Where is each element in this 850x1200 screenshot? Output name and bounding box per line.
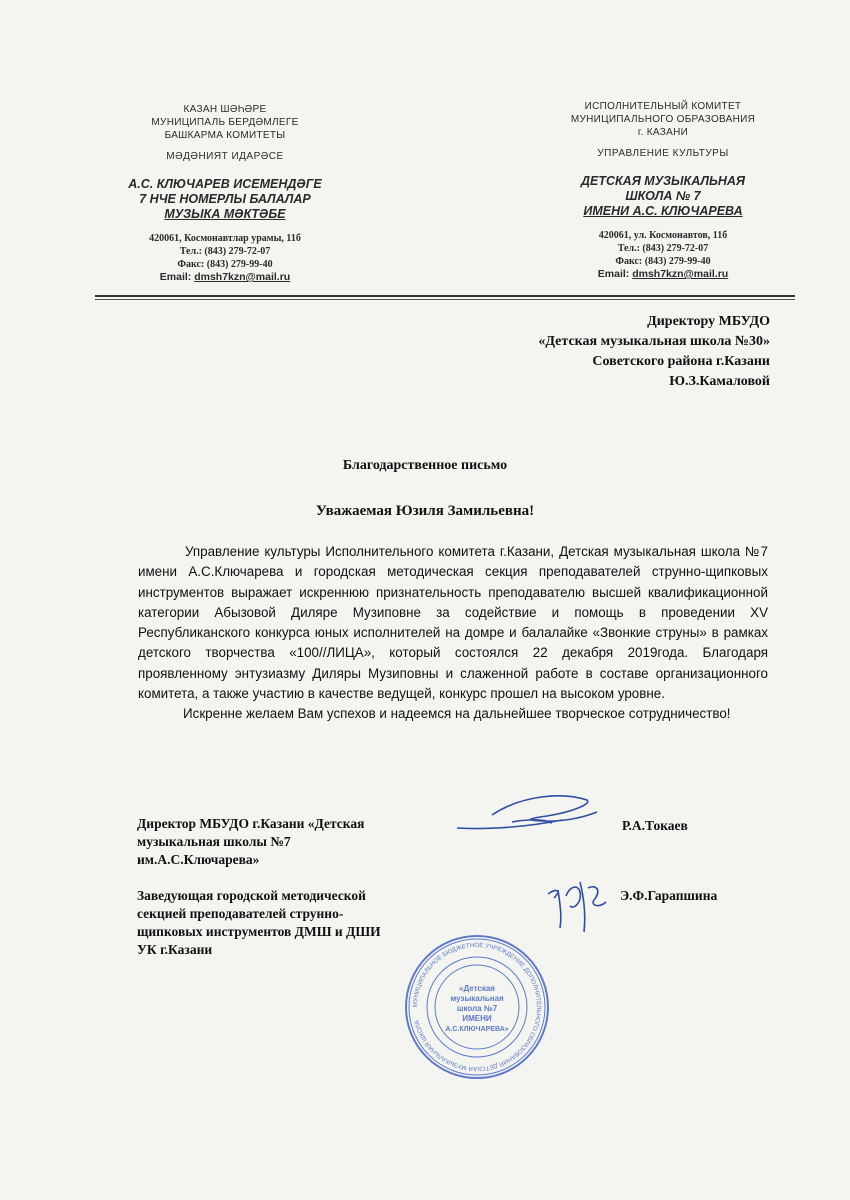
methodist-title-line: щипковых инструментов ДМШ и ДШИ xyxy=(137,924,381,939)
header-right-email-row xyxy=(548,268,778,281)
stamp-outer-text: МУНИЦИПАЛЬНОЕ БЮДЖЕТНОЕ УЧРЕЖДЕНИЕ ДОПОЛНИТЕЛЬНОГО ОБРАЗОВАНИЯ ДЕТСКАЯ МУЗЫКАЛЬНАЯ ШКОЛА xyxy=(411,941,543,1073)
addressee-block xyxy=(538,312,770,392)
addressee-line: «Детская музыкальная школа №30» xyxy=(538,334,770,349)
header-left-email-link[interactable]: dmsh7kzn@mail.ru xyxy=(194,271,291,283)
header-left-school: МУЗЫКА МӘКТӘБЕ xyxy=(164,207,286,221)
letter-body xyxy=(138,542,768,725)
letter-title: Благодарственное письмо xyxy=(342,458,508,473)
methodist-title-line: Заведующая городской методической xyxy=(137,888,366,903)
header-left-dept: МӘДӘНИЯТ ИДАРӘСЕ xyxy=(166,151,284,162)
stamp-center-line: ИМЕНИ xyxy=(462,1014,492,1023)
header-right-line: ИСПОЛНИТЕЛЬНЫЙ КОМИТЕТ xyxy=(584,101,742,112)
school-stamp xyxy=(403,933,551,1081)
methodist-signature-image xyxy=(540,876,610,936)
stamp-center-line: школа №7 xyxy=(456,1004,498,1013)
header-divider-thin xyxy=(95,299,795,300)
stamp-center-line: «Детская xyxy=(459,984,495,993)
methodist-title-line: УК г.Казани xyxy=(137,942,213,957)
header-right-school: ШКОЛА № 7 xyxy=(625,189,701,203)
header-left-address: 420061, Космонавтлар урамы, 11б xyxy=(149,233,301,244)
director-title-line: музыкальная школы №7 xyxy=(137,834,291,849)
header-right-dept: УПРАВЛЕНИЕ КУЛЬТУРЫ xyxy=(597,148,729,159)
header-right-phone: Тел.: (843) 279-72-07 xyxy=(617,243,709,254)
header-right-line: г. КАЗАНИ xyxy=(637,127,689,138)
addressee-line: Советского района г.Казани xyxy=(592,354,770,369)
director-signature-image xyxy=(452,790,602,840)
header-left-line: МУНИЦИПАЛЬ БЕРДӘМЛЕГЕ xyxy=(151,117,299,128)
header-left-line: КАЗАН ШӘҺӘРЕ xyxy=(183,104,267,115)
header-left-line: БАШКАРМА КОМИТЕТЫ xyxy=(164,130,286,141)
header-right-address: 420061, ул. Космонавтов, 11б xyxy=(598,230,728,241)
header-left-phone: Тел.: (843) 279-72-07 xyxy=(179,246,271,257)
header-left-email-row xyxy=(120,271,330,284)
addressee-line: Директору МБУДО xyxy=(647,314,770,329)
methodist-name: Э.Ф.Гарапшина xyxy=(620,888,718,903)
letter-paragraph: Искренне желаем Вам успехов и надеемся на дальнейшее творческое сотрудничество! xyxy=(183,706,731,722)
header-right-school: ДЕТСКАЯ МУЗЫКАЛЬНАЯ xyxy=(580,174,746,188)
header-left-school: А.С. КЛЮЧАРЕВ ИСЕМЕНДӘГЕ xyxy=(128,177,322,191)
stamp-center-line: А.С.КЛЮЧАРЕВА» xyxy=(445,1026,509,1033)
letter-salutation: Уважаемая Юзиля Замильевна! xyxy=(315,503,535,519)
director-title xyxy=(137,815,437,869)
header-right-school: ИМЕНИ А.С. КЛЮЧАРЕВА xyxy=(583,204,743,218)
director-name: Р.А.Токаев xyxy=(622,818,688,833)
header-right-email-link[interactable]: dmsh7kzn@mail.ru xyxy=(632,268,729,280)
stamp-center-line: музыкальная xyxy=(450,994,504,1003)
director-title-line: Директор МБУДО г.Казани «Детская xyxy=(137,816,365,831)
header-left-school: 7 НЧЕ НОМЕРЛЫ БАЛАЛАР xyxy=(139,192,311,206)
email-label: Email: xyxy=(159,271,192,283)
addressee-line: Ю.З.Камаловой xyxy=(669,374,770,389)
director-title-line: им.А.С.Ключарева» xyxy=(137,852,260,867)
header-right-block xyxy=(548,100,778,281)
header-left-fax: Факс: (843) 279-99-40 xyxy=(177,259,273,270)
email-label: Email: xyxy=(597,268,630,280)
letter-paragraph: Управление культуры Исполнительного комитета г.Казани, Детская музыкальная школа №7 имени А.С.Ключарева и городская методическая секция преподавателей струнно-щипковых инструментов выражает искреннюю признательность преподавателю высшей квалификационной категории Абызовой Диляре Музиповне за содействие и помощь в проведении XV Республиканского конкурса юных исполнителей на домре и балалайке «Звонкие струны» в рамках детского творчества «100//ЛИЦА», который состоялся 22 декабря 2019года. Благодаря проявленному энтузиазму Диляры Музиповны и слаженной работе в составе организационного комитета, а также участию в качестве ведущей, конкурс прошел на высоком уровне. xyxy=(138,544,768,702)
header-right-line: МУНИЦИПАЛЬНОГО ОБРАЗОВАНИЯ xyxy=(570,114,756,125)
header-divider xyxy=(95,295,795,297)
methodist-title-line: секцией преподавателей струнно- xyxy=(137,906,344,921)
header-right-fax: Факс: (843) 279-99-40 xyxy=(615,256,711,267)
header-left-block xyxy=(120,103,330,284)
